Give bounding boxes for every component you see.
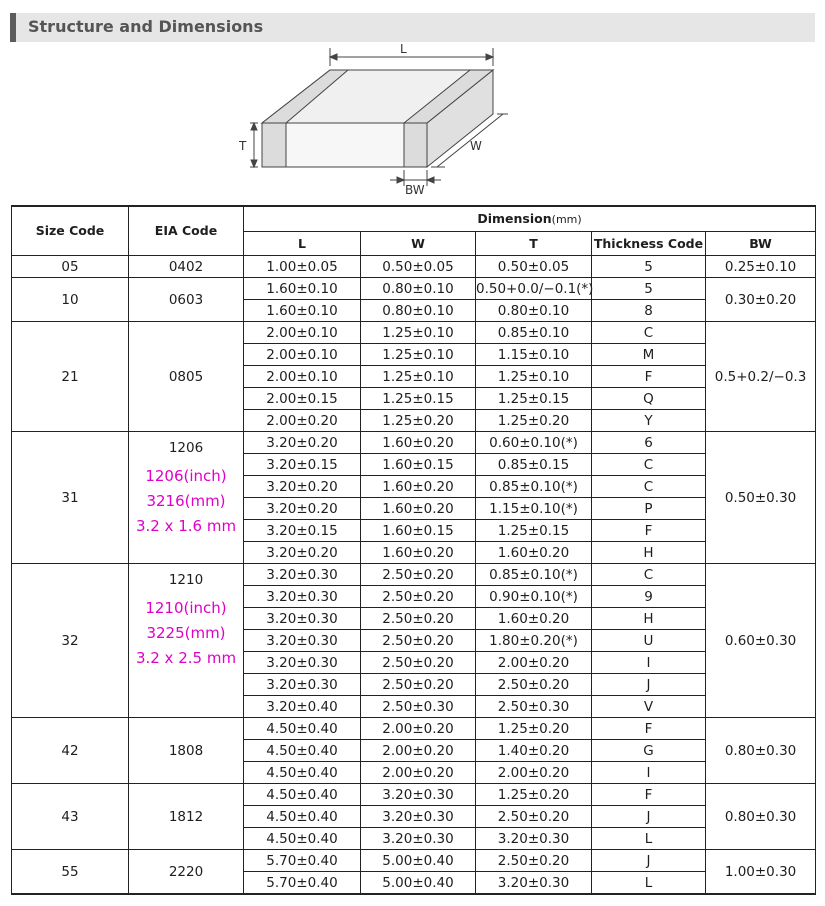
dimension-T-cell: 0.85±0.10(*) <box>476 564 592 586</box>
dimension-W-cell: 1.60±0.20 <box>361 498 476 520</box>
dimension-L-cell: 1.60±0.10 <box>244 300 361 322</box>
bw-cell: 0.80±0.30 <box>706 784 816 850</box>
eia-code-value: 1210 <box>168 572 204 588</box>
bw-cell: 0.50±0.30 <box>706 432 816 564</box>
header-W: W <box>361 232 476 256</box>
dimension-T-cell: 1.60±0.20 <box>476 608 592 630</box>
dimension-T-cell: 2.50±0.20 <box>476 806 592 828</box>
dimension-W-cell: 3.20±0.30 <box>361 806 476 828</box>
thickness-code-cell: 9 <box>592 586 706 608</box>
dimension-T-cell: 0.50+0.0/−0.1(*) <box>476 278 592 300</box>
dimension-W-cell: 0.50±0.05 <box>361 256 476 278</box>
label-W: W <box>470 139 482 153</box>
header-BW: BW <box>706 232 816 256</box>
chip-structure-diagram <box>0 0 825 205</box>
dimension-W-cell: 1.60±0.15 <box>361 520 476 542</box>
dimension-T-cell: 1.25±0.20 <box>476 784 592 806</box>
thickness-code-cell: M <box>592 344 706 366</box>
eia-code-cell: 0402 <box>129 256 244 278</box>
dimension-W-cell: 1.25±0.20 <box>361 410 476 432</box>
dimension-T-cell: 2.50±0.20 <box>476 850 592 872</box>
dimension-L-cell: 2.00±0.20 <box>244 410 361 432</box>
dimension-W-cell: 1.25±0.10 <box>361 366 476 388</box>
dimension-L-cell: 4.50±0.40 <box>244 784 361 806</box>
eia-code-cell: 0805 <box>129 322 244 432</box>
eia-annotation-line: 3.2 x 1.6 mm <box>135 517 237 535</box>
dimension-T-cell: 1.25±0.15 <box>476 388 592 410</box>
dimension-L-cell: 3.20±0.30 <box>244 630 361 652</box>
eia-annotation-line: 1206(inch) <box>145 467 227 485</box>
bw-cell: 1.00±0.30 <box>706 850 816 895</box>
dimension-T-cell: 2.00±0.20 <box>476 762 592 784</box>
dimension-L-cell: 3.20±0.15 <box>244 454 361 476</box>
dimension-T-cell: 1.15±0.10(*) <box>476 498 592 520</box>
thickness-code-cell: F <box>592 366 706 388</box>
dimension-T-cell: 1.15±0.10 <box>476 344 592 366</box>
size-code-cell: 05 <box>12 256 129 278</box>
thickness-code-cell: J <box>592 674 706 696</box>
left-terminal <box>262 123 286 167</box>
dimensions-table <box>11 205 816 895</box>
dimension-L-cell: 4.50±0.40 <box>244 762 361 784</box>
thickness-code-cell: U <box>592 630 706 652</box>
table-row <box>12 256 816 278</box>
label-BW: BW <box>405 183 425 197</box>
eia-code-value: 1206 <box>168 440 204 456</box>
thickness-code-cell: Y <box>592 410 706 432</box>
dimension-W-cell: 1.60±0.15 <box>361 454 476 476</box>
thickness-code-cell: 6 <box>592 432 706 454</box>
dimension-L-cell: 5.70±0.40 <box>244 850 361 872</box>
dimension-W-cell: 1.25±0.10 <box>361 344 476 366</box>
size-code-cell: 55 <box>12 850 129 895</box>
size-code-cell: 42 <box>12 718 129 784</box>
dimension-W-cell: 2.50±0.20 <box>361 586 476 608</box>
eia-code-cell: 0603 <box>129 278 244 322</box>
dimension-W-cell: 2.50±0.30 <box>361 696 476 718</box>
thickness-code-cell: 5 <box>592 278 706 300</box>
dimension-L-cell: 3.20±0.20 <box>244 498 361 520</box>
dimension-L-cell: 4.50±0.40 <box>244 806 361 828</box>
eia-annotation-line: 3.2 x 2.5 mm <box>135 649 237 667</box>
dimension-L-cell: 2.00±0.10 <box>244 366 361 388</box>
header-size-code: Size Code <box>12 206 129 256</box>
thickness-code-cell: L <box>592 828 706 850</box>
thickness-code-cell: F <box>592 520 706 542</box>
thickness-code-cell: 8 <box>592 300 706 322</box>
dimension-L-cell: 3.20±0.30 <box>244 564 361 586</box>
eia-code-cell <box>129 432 244 564</box>
eia-code-cell: 1812 <box>129 784 244 850</box>
thickness-code-cell: C <box>592 322 706 344</box>
dimension-L-cell: 3.20±0.30 <box>244 652 361 674</box>
header-dimension: Dimension(mm) <box>244 206 816 232</box>
dimension-W-cell: 5.00±0.40 <box>361 850 476 872</box>
label-T: T <box>239 139 247 153</box>
thickness-code-cell: P <box>592 498 706 520</box>
eia-code-cell: 2220 <box>129 850 244 895</box>
dimension-L-cell: 3.20±0.15 <box>244 520 361 542</box>
dimension-L-cell: 2.00±0.15 <box>244 388 361 410</box>
section-title: Structure and Dimensions <box>28 17 264 36</box>
thickness-code-cell: H <box>592 608 706 630</box>
dimension-L-cell: 3.20±0.20 <box>244 432 361 454</box>
dimension-L-cell: 3.20±0.30 <box>244 586 361 608</box>
dimension-W-cell: 3.20±0.30 <box>361 784 476 806</box>
thickness-code-cell: C <box>592 454 706 476</box>
thickness-code-cell: C <box>592 476 706 498</box>
dimension-T-cell: 0.80±0.10 <box>476 300 592 322</box>
table-body <box>12 256 816 895</box>
thickness-code-cell: I <box>592 652 706 674</box>
thickness-code-cell: G <box>592 740 706 762</box>
dimension-T-cell: 3.20±0.30 <box>476 828 592 850</box>
dimension-T-cell: 1.25±0.15 <box>476 520 592 542</box>
dimension-T-cell: 0.60±0.10(*) <box>476 432 592 454</box>
dimension-L-cell: 3.20±0.20 <box>244 476 361 498</box>
bw-cell: 0.80±0.30 <box>706 718 816 784</box>
dimension-W-cell: 1.60±0.20 <box>361 432 476 454</box>
dimension-W-cell: 2.50±0.20 <box>361 608 476 630</box>
bw-cell: 0.25±0.10 <box>706 256 816 278</box>
dimension-T-cell: 2.50±0.20 <box>476 674 592 696</box>
table-row <box>12 718 816 740</box>
eia-annotation-line: 3216(mm) <box>146 492 226 510</box>
dimension-W-cell: 1.60±0.20 <box>361 542 476 564</box>
dimension-W-cell: 1.25±0.10 <box>361 322 476 344</box>
eia-annotation <box>129 596 243 671</box>
dimension-T-cell: 0.85±0.15 <box>476 454 592 476</box>
header-T: T <box>476 232 592 256</box>
size-code-cell: 10 <box>12 278 129 322</box>
thickness-code-cell: J <box>592 850 706 872</box>
dimension-L-cell: 1.60±0.10 <box>244 278 361 300</box>
bw-cell: 0.30±0.20 <box>706 278 816 322</box>
size-code-cell: 21 <box>12 322 129 432</box>
dimension-L-cell: 3.20±0.40 <box>244 696 361 718</box>
size-code-cell: 43 <box>12 784 129 850</box>
thickness-code-cell: Q <box>592 388 706 410</box>
thickness-code-cell: L <box>592 872 706 895</box>
table-row <box>12 432 816 454</box>
dimension-T-cell: 3.20±0.30 <box>476 872 592 895</box>
eia-annotation-line: 1210(inch) <box>145 599 227 617</box>
dimension-W-cell: 5.00±0.40 <box>361 872 476 895</box>
dimension-W-cell: 2.50±0.20 <box>361 674 476 696</box>
dimension-L-cell: 4.50±0.40 <box>244 828 361 850</box>
dimension-W-cell: 2.50±0.20 <box>361 630 476 652</box>
thickness-code-cell: F <box>592 784 706 806</box>
dimension-W-cell: 2.00±0.20 <box>361 762 476 784</box>
thickness-code-cell: F <box>592 718 706 740</box>
thickness-code-cell: I <box>592 762 706 784</box>
dimension-T-cell: 1.25±0.10 <box>476 366 592 388</box>
size-code-cell: 31 <box>12 432 129 564</box>
thickness-code-cell: C <box>592 564 706 586</box>
dimension-L-cell: 2.00±0.10 <box>244 322 361 344</box>
dimension-T-cell: 1.40±0.20 <box>476 740 592 762</box>
dimension-T-cell: 0.50±0.05 <box>476 256 592 278</box>
dimension-T-cell: 0.85±0.10 <box>476 322 592 344</box>
dimension-L-cell: 3.20±0.30 <box>244 608 361 630</box>
thickness-code-cell: H <box>592 542 706 564</box>
dimension-L-cell: 4.50±0.40 <box>244 718 361 740</box>
eia-annotation <box>129 464 243 539</box>
dimension-W-cell: 0.80±0.10 <box>361 300 476 322</box>
dimension-T-cell: 2.00±0.20 <box>476 652 592 674</box>
dimension-W-cell: 1.60±0.20 <box>361 476 476 498</box>
dimension-W-cell: 2.50±0.20 <box>361 652 476 674</box>
header-L: L <box>244 232 361 256</box>
dimension-W-cell: 3.20±0.30 <box>361 828 476 850</box>
bw-cell: 0.5+0.2/−0.3 <box>706 322 816 432</box>
dimension-T-cell: 1.25±0.20 <box>476 718 592 740</box>
dimension-W-cell: 2.00±0.20 <box>361 718 476 740</box>
dimension-T-cell: 0.90±0.10(*) <box>476 586 592 608</box>
bw-cell: 0.60±0.30 <box>706 564 816 718</box>
eia-annotation-line: 3225(mm) <box>146 624 226 642</box>
right-terminal <box>404 123 427 167</box>
header-eia-code: EIA Code <box>129 206 244 256</box>
dimension-W-cell: 0.80±0.10 <box>361 278 476 300</box>
dimension-L-cell: 2.00±0.10 <box>244 344 361 366</box>
dimension-T-cell: 1.80±0.20(*) <box>476 630 592 652</box>
chip-front-face <box>262 123 427 167</box>
size-code-cell: 32 <box>12 564 129 718</box>
table-row <box>12 784 816 806</box>
dimension-W-cell: 1.25±0.15 <box>361 388 476 410</box>
table-row <box>12 850 816 872</box>
dimension-L-cell: 5.70±0.40 <box>244 872 361 895</box>
table-row <box>12 278 816 300</box>
dimension-L-cell: 3.20±0.20 <box>244 542 361 564</box>
thickness-code-cell: V <box>592 696 706 718</box>
dimension-L-cell: 4.50±0.40 <box>244 740 361 762</box>
dimension-T-cell: 2.50±0.30 <box>476 696 592 718</box>
dimension-L-cell: 3.20±0.30 <box>244 674 361 696</box>
dimension-T-cell: 0.85±0.10(*) <box>476 476 592 498</box>
eia-code-cell: 1808 <box>129 718 244 784</box>
thickness-code-cell: 5 <box>592 256 706 278</box>
header-thickness-code: Thickness Code <box>592 232 706 256</box>
eia-code-cell <box>129 564 244 718</box>
thickness-code-cell: J <box>592 806 706 828</box>
table-row <box>12 322 816 344</box>
dimension-L-cell: 1.00±0.05 <box>244 256 361 278</box>
dimension-W-cell: 2.50±0.20 <box>361 564 476 586</box>
dimension-W-cell: 2.00±0.20 <box>361 740 476 762</box>
table-row <box>12 564 816 586</box>
dimension-T-cell: 1.25±0.20 <box>476 410 592 432</box>
label-L: L <box>400 42 407 56</box>
dimension-T-cell: 1.60±0.20 <box>476 542 592 564</box>
